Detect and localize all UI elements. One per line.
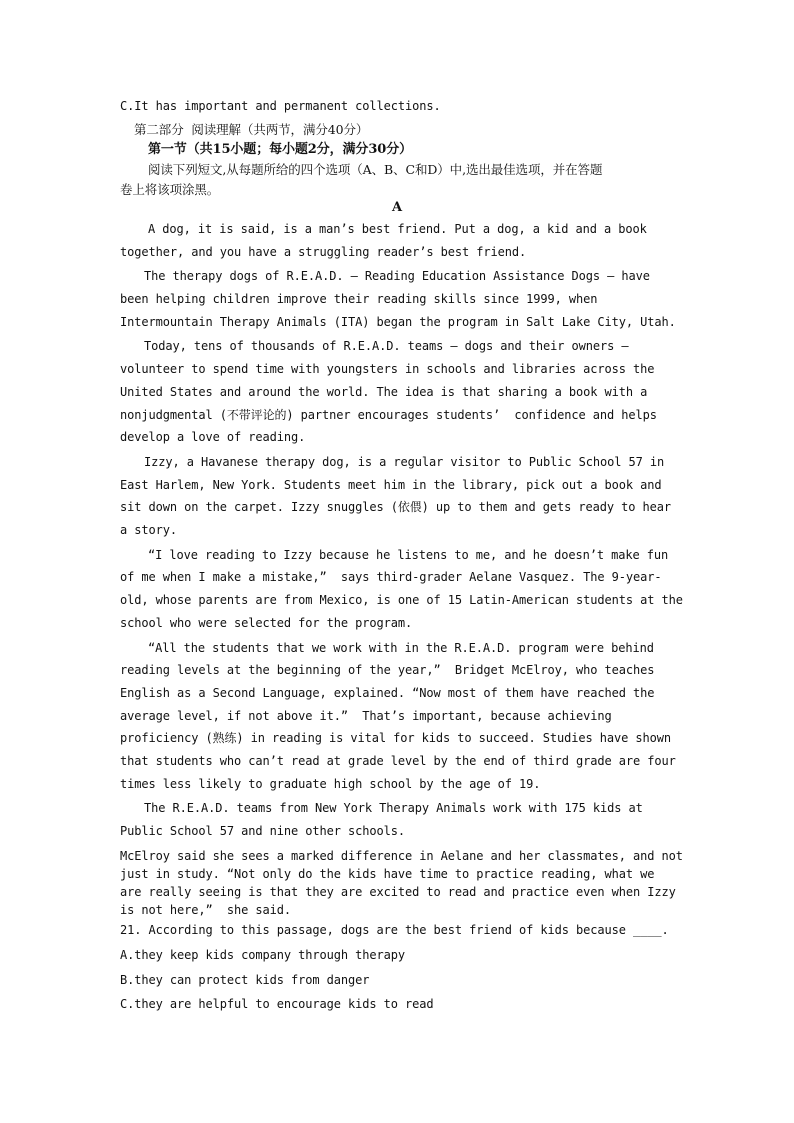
passage-line: The R.E.A.D. teams from New York Therapy Animals work with 175 kids at	[144, 801, 643, 815]
passage-line: McElroy said she sees a marked difference in Aelane and her classmates, and not	[120, 849, 683, 863]
passage-line: volunteer to spend time with youngsters in schools and libraries across the	[120, 362, 655, 376]
passage-line: Izzy, a Havanese therapy dog, is a regular visitor to Public School 57 in	[144, 455, 665, 469]
passage-line: “All the students that we work with in the R.E.A.D. program were behind	[148, 641, 654, 655]
instructions-line-1: 阅读下列短文,从每题所给的四个选项（A、B、C和D）中,选出最佳选项，并在答题	[148, 162, 603, 177]
passage-line: sit down on the carpet. Izzy snuggles (依偎) up to them and gets ready to hear	[120, 500, 672, 514]
passage-line: of me when I make a mistake,” says third-grader Aelane Vasquez. The 9-year-	[120, 570, 662, 584]
instructions-line-2: 卷上将该项涂黑。	[120, 182, 220, 197]
passage-line: English as a Second Language, explained. “Now most of them have reached the	[120, 686, 655, 700]
passage-line: together, and you have a struggling reader’s best friend.	[120, 245, 527, 259]
question-21-option-b: B.they can protect kids from danger	[120, 973, 370, 987]
question-21-option-a: A.they keep kids company through therapy	[120, 948, 405, 962]
passage-line: A dog, it is said, is a man’s best friend. Put a dog, a kid and a book	[148, 222, 647, 236]
passage-line: that students who can’t read at grade level by the end of third grade are four	[120, 754, 676, 768]
passage-line: reading levels at the beginning of the year,” Bridget McElroy, who teaches	[120, 663, 655, 677]
passage-line: times less likely to graduate high school by the age of 19.	[120, 777, 541, 791]
passage-line: United States and around the world. The idea is that sharing a book with a	[120, 385, 648, 399]
passage-line: just in study. “Not only do the kids have time to practice reading, what we	[120, 867, 655, 881]
passage-line: is not here,” she said.	[120, 903, 291, 917]
passage-line: Intermountain Therapy Animals (ITA) began the program in Salt Lake City, Utah.	[120, 315, 676, 329]
question-21-stem: 21. According to this passage, dogs are the best friend of kids because ____.	[120, 923, 669, 937]
subsection-title: 第一节（共15小题；每小题2分，满分30分）	[148, 142, 413, 157]
part-title: 第二部分 阅读理解（共两节，满分40分）	[134, 122, 369, 137]
passage-line: proficiency (熟练) in reading is vital for kids to succeed. Studies have shown	[120, 731, 672, 745]
passage-line: a story.	[120, 523, 177, 537]
question-21-option-c: C.they are helpful to encourage kids to read	[120, 997, 434, 1011]
passage-line: Today, tens of thousands of R.E.A.D. teams — dogs and their owners —	[144, 339, 629, 353]
passage-line: nonjudgmental (不带评论的) partner encourages students’ confidence and helps	[120, 408, 657, 422]
passage-label: A	[391, 200, 403, 215]
passage-line: Public School 57 and nine other schools.	[120, 824, 405, 838]
passage-line: East Harlem, New York. Students meet him in the library, pick out a book and	[120, 478, 662, 492]
passage-line: develop a love of reading.	[120, 430, 306, 444]
passage-line: old, whose parents are from Mexico, is one of 15 Latin-American students at the	[120, 593, 683, 607]
passage-line: The therapy dogs of R.E.A.D. — Reading Education Assistance Dogs — have	[144, 269, 650, 283]
passage-line: are really seeing is that they are excited to read and practice even when Izzy	[120, 885, 676, 899]
previous-question-option-c: C.It has important and permanent collections.	[120, 99, 441, 113]
passage-line: “I love reading to Izzy because he listens to me, and he doesn’t make fun	[148, 548, 669, 562]
passage-line: been helping children improve their reading skills since 1999, when	[120, 292, 598, 306]
passage-line: school who were selected for the program.	[120, 616, 413, 630]
passage-line: average level, if not above it.” That’s important, because achieving	[120, 709, 612, 723]
